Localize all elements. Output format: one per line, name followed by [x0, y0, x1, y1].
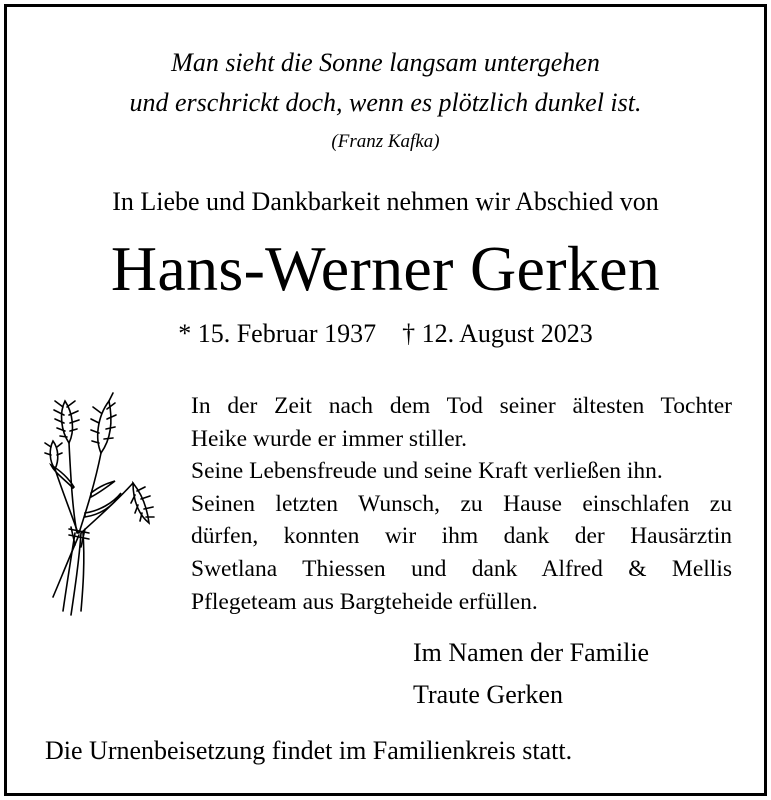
wheat-bundle-icon — [41, 383, 157, 623]
intro-text: In Liebe und Dankbarkeit nehmen wir Abschied von — [112, 187, 659, 216]
body-line-7: Pflegeteam aus Bargteheide erfüllen. — [191, 588, 538, 615]
deceased-name: Hans-Werner Gerken — [110, 233, 661, 304]
death-date: † 12. August 2023 — [402, 319, 593, 348]
body-text — [191, 390, 732, 618]
obituary-notice — [4, 4, 767, 796]
body-line-3: Seine Lebensfreude und seine Kraft verließen ihn. — [191, 458, 663, 485]
footer-note: Die Urnenbeisetzung findet im Familienkreis statt. — [45, 736, 573, 765]
signature-line-1: Im Namen der Familie — [413, 638, 650, 667]
birth-date: * 15. Februar 1937 — [178, 319, 377, 348]
quote-author: (Franz Kafka) — [331, 131, 440, 152]
quote-line-2: und erschrickt doch, wenn es plötzlich dunkel ist. — [129, 88, 642, 117]
signature-name: Traute Gerken — [413, 680, 563, 709]
body-line-2: Heike wurde er immer stiller. — [191, 425, 468, 452]
quote-line-1: Man sieht die Sonne langsam untergehen — [171, 48, 600, 77]
body-line-1: In der Zeit nach dem Tod seiner ältesten Tochter — [191, 393, 732, 419]
life-dates — [7, 319, 764, 349]
body-line-5: dürfen, konnten wir ihm dank der Hausärztin — [191, 523, 732, 550]
body-line-4: Seinen letzten Wunsch, zu Hause einschlafen zu — [191, 490, 732, 517]
body-line-6: Swetlana Thiessen und dank Alfred & Mellis — [191, 555, 732, 582]
